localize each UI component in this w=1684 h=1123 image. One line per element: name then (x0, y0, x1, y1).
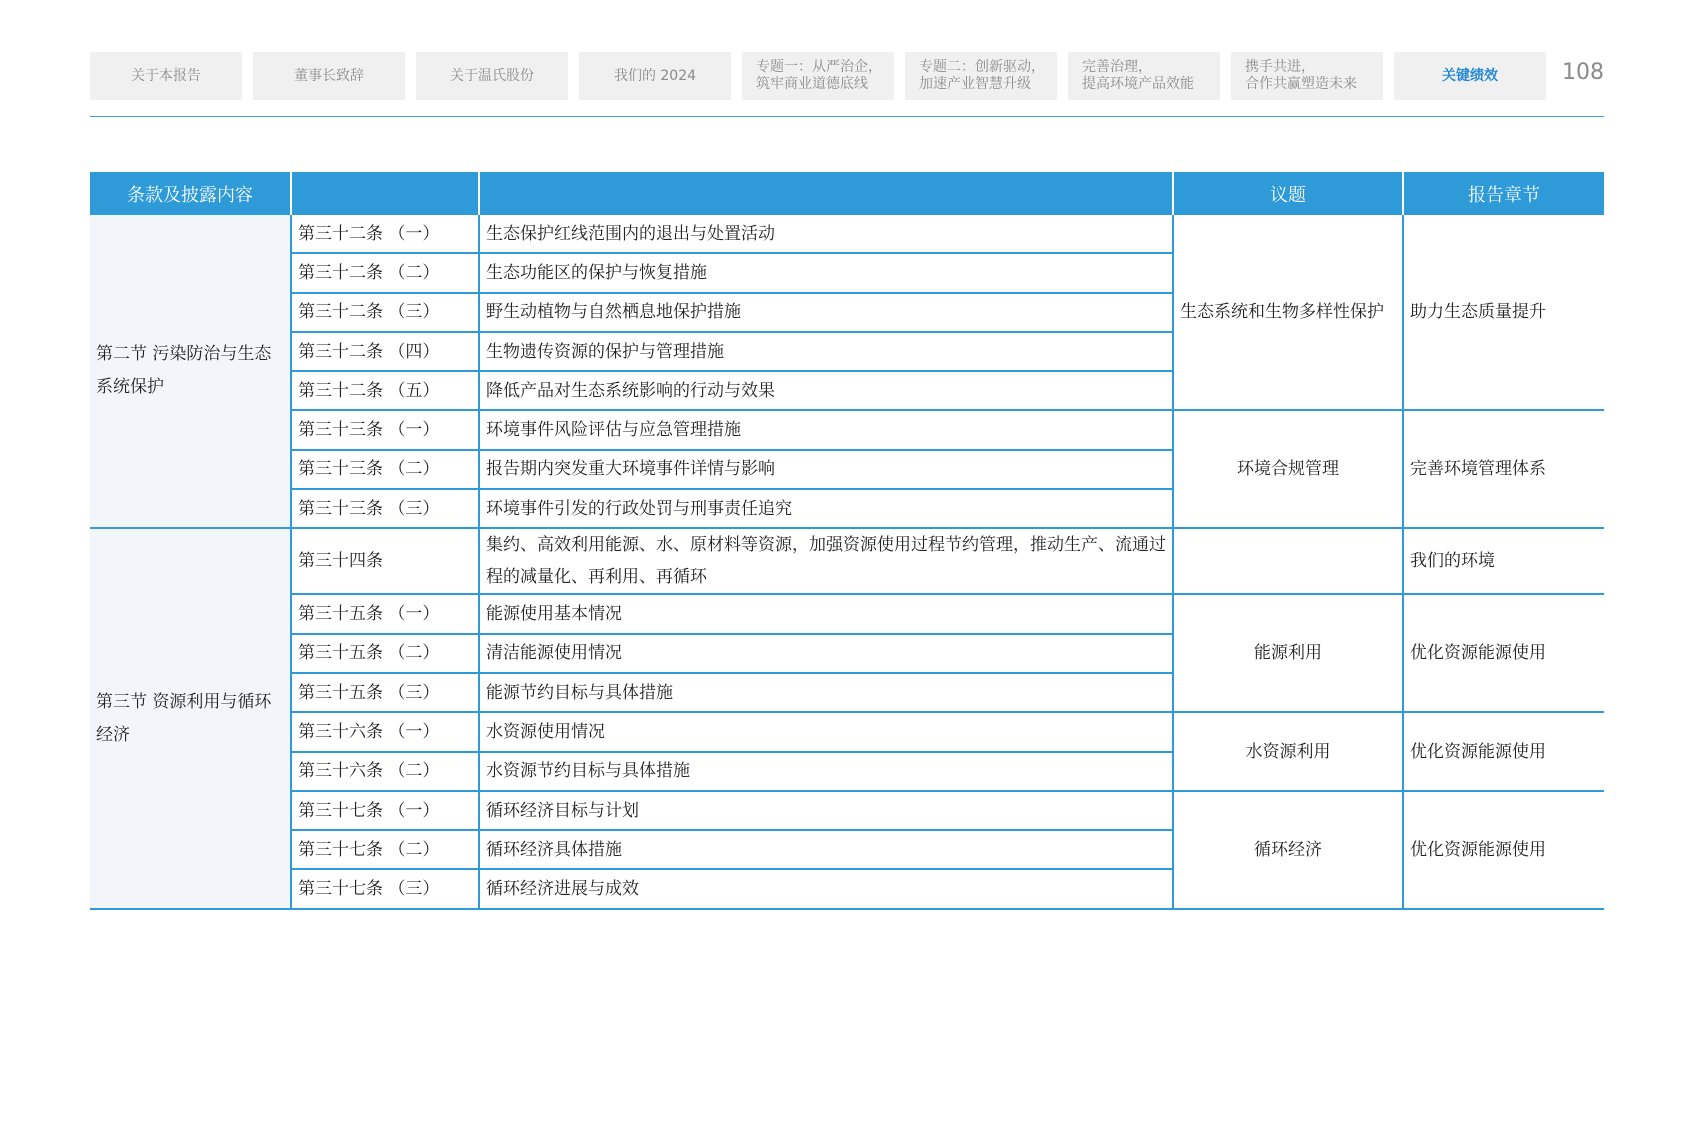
content-cell: 生物遗传资源的保护与管理措施 (479, 332, 1173, 371)
article-cell: 第三十五条 （二） (291, 634, 479, 673)
nav-tab-label: 完善治理， 提高环境产品效能 (1082, 59, 1194, 92)
nav-tab-label: 关于温氏股份 (450, 67, 534, 84)
chapter-cell: 优化资源能源使用 (1403, 791, 1604, 909)
topic-cell: 生态系统和生物多样性保护 (1173, 215, 1403, 410)
disclosure-index-table (90, 172, 1604, 910)
article-cell: 第三十五条 （三） (291, 673, 479, 712)
nav-tab-about-company[interactable] (416, 52, 568, 100)
content-cell: 集约、高效利用能源、水、原材料等资源，加强资源使用过程节约管理，推动生产、流通过程的减量化、再利用、再循环 (479, 528, 1173, 594)
content-cell: 生态保护红线范围内的退出与处置活动 (479, 215, 1173, 253)
article-cell: 第三十二条 （二） (291, 253, 479, 292)
table-row (90, 791, 1604, 830)
nav-tab-label: 专题二：创新驱动， 加速产业智慧升级 (919, 59, 1045, 92)
header-topic: 议题 (1173, 172, 1403, 215)
topic-cell (1173, 528, 1403, 594)
nav-tab-our-2024[interactable] (579, 52, 731, 100)
article-cell: 第三十二条 （四） (291, 332, 479, 371)
content-cell: 能源节约目标与具体措施 (479, 673, 1173, 712)
content-cell: 野生动植物与自然栖息地保护措施 (479, 293, 1173, 332)
content-cell: 水资源节约目标与具体措施 (479, 752, 1173, 791)
nav-tab-cooperation[interactable] (1231, 52, 1383, 100)
content-cell: 环境事件引发的行政处罚与刑事责任追究 (479, 489, 1173, 528)
content-cell: 生态功能区的保护与恢复措施 (479, 253, 1173, 292)
header-content (479, 172, 1173, 215)
content-cell: 循环经济目标与计划 (479, 791, 1173, 830)
chapter-cell: 完善环境管理体系 (1403, 410, 1604, 528)
article-cell: 第三十七条 （二） (291, 830, 479, 869)
content-cell: 循环经济进展与成效 (479, 869, 1173, 908)
nav-tab-label: 我们的 2024 (613, 67, 697, 84)
chapter-cell: 优化资源能源使用 (1403, 712, 1604, 791)
article-cell: 第三十七条 （三） (291, 869, 479, 908)
table-row (90, 410, 1604, 449)
article-cell: 第三十三条 （一） (291, 410, 479, 449)
topic-cell: 水资源利用 (1173, 712, 1403, 791)
content-cell: 环境事件风险评估与应急管理措施 (479, 410, 1173, 449)
header-chapter: 报告章节 (1403, 172, 1604, 215)
article-cell: 第三十六条 （一） (291, 712, 479, 751)
nav-tab-label: 关于本报告 (131, 67, 201, 84)
article-cell: 第三十六条 （二） (291, 752, 479, 791)
nav-divider (90, 116, 1604, 117)
table-row (90, 528, 1604, 594)
content-cell: 水资源使用情况 (479, 712, 1173, 751)
table-row (90, 594, 1604, 633)
nav-tab-label: 专题一：从严治企， 筑牢商业道德底线 (756, 59, 882, 92)
table-row (90, 712, 1604, 751)
content-cell: 循环经济具体措施 (479, 830, 1173, 869)
chapter-cell: 优化资源能源使用 (1403, 594, 1604, 712)
table-row (90, 215, 1604, 253)
chapter-cell: 我们的环境 (1403, 528, 1604, 594)
section-cell: 第三节 资源利用与循环经济 (90, 528, 291, 908)
article-cell: 第三十三条 （三） (291, 489, 479, 528)
nav-tab-key-performance[interactable] (1394, 52, 1546, 100)
page-number: 108 (1562, 60, 1604, 85)
nav-tab-label: 关键绩效 (1442, 67, 1498, 84)
topic-cell: 环境合规管理 (1173, 410, 1403, 528)
content-cell: 报告期内突发重大环境事件详情与影响 (479, 450, 1173, 489)
section-cell: 第二节 污染防治与生态系统保护 (90, 215, 291, 528)
chapter-cell: 助力生态质量提升 (1403, 215, 1604, 410)
content-cell: 能源使用基本情况 (479, 594, 1173, 633)
article-cell: 第三十二条 （一） (291, 215, 479, 253)
header-article (291, 172, 479, 215)
nav-tab-feature-two[interactable] (905, 52, 1057, 100)
topic-cell: 循环经济 (1173, 791, 1403, 909)
content-cell: 清洁能源使用情况 (479, 634, 1173, 673)
header-clause: 条款及披露内容 (90, 172, 291, 215)
article-cell: 第三十五条 （一） (291, 594, 479, 633)
nav-tab-label: 董事长致辞 (294, 67, 364, 84)
nav-tab-chairman-message[interactable] (253, 52, 405, 100)
nav-tab-governance[interactable] (1068, 52, 1220, 100)
nav-tab-label: 携手共进， 合作共赢塑造未来 (1245, 59, 1357, 92)
article-cell: 第三十二条 （三） (291, 293, 479, 332)
table-header-row (90, 172, 1604, 215)
article-cell: 第三十三条 （二） (291, 450, 479, 489)
top-navigation (90, 52, 1546, 100)
nav-tab-about-report[interactable] (90, 52, 242, 100)
article-cell: 第三十四条 (291, 528, 479, 594)
content-cell: 降低产品对生态系统影响的行动与效果 (479, 371, 1173, 410)
article-cell: 第三十二条 （五） (291, 371, 479, 410)
topic-cell: 能源利用 (1173, 594, 1403, 712)
article-cell: 第三十七条 （一） (291, 791, 479, 830)
nav-tab-feature-one[interactable] (742, 52, 894, 100)
